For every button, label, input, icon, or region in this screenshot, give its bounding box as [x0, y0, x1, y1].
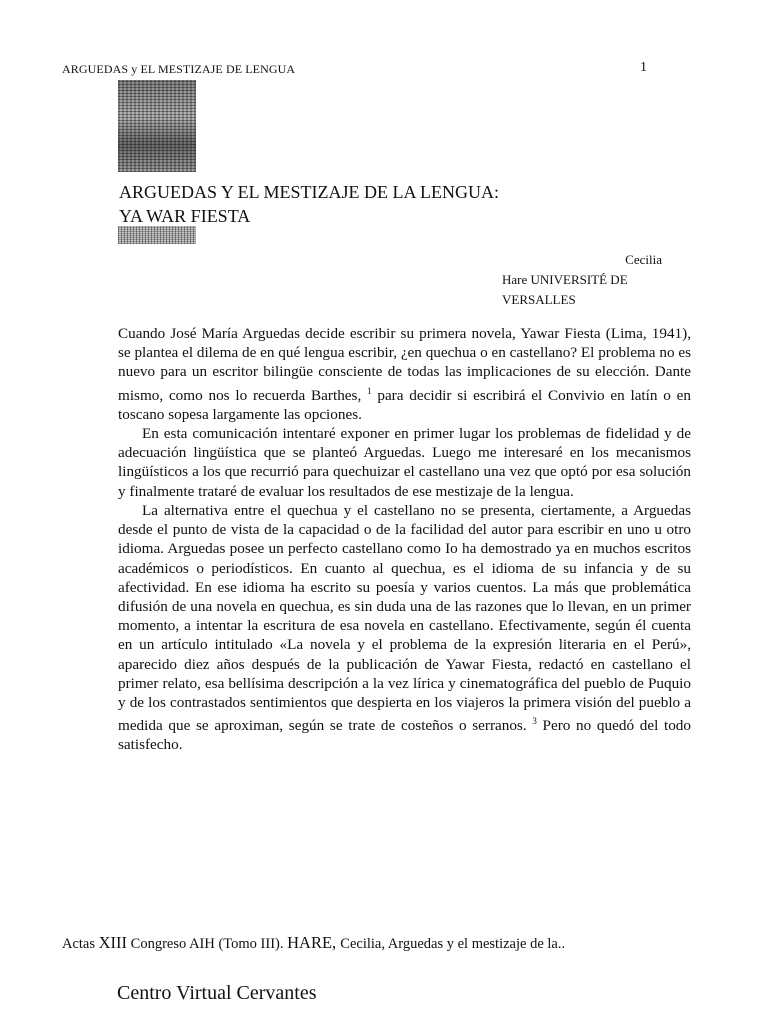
paragraph-1 — [118, 324, 691, 424]
paragraph-3-text-b: Pero no quedó del todo satisfecho. — [118, 717, 691, 754]
author-first-name: Cecilia — [625, 252, 662, 267]
paragraph-2: En esta comunicación intentaré exponer en primer lugar los problemas de fidelidad y de adecuación lingüística que se planteó Arguedas. Luego me interesaré en los mecanismos lingüísticos a los que recurrió para quechuizar el castellano una vez que optó por esa solución y finalmente trataré de evaluar los resultados de ese mestizaje de la lengua. — [118, 425, 691, 500]
footnote-ref-3[interactable]: 3 — [532, 716, 537, 727]
citation-footer — [62, 932, 702, 955]
author-affiliation-line-1: Hare UNIVERSITÉ DE — [502, 272, 628, 287]
citation-part-actas: Actas — [62, 936, 99, 952]
citation-part-volume: XIII — [98, 933, 128, 952]
article-title — [119, 180, 499, 228]
author-affiliation-line-2: VERSALLES — [502, 292, 576, 307]
page-number: 1 — [640, 60, 647, 75]
article-body — [118, 324, 691, 755]
paragraph-3 — [118, 501, 691, 755]
scanned-image-fragment — [118, 80, 196, 172]
citation-part-author: HARE, — [287, 933, 341, 952]
article-title-line-2: YA WAR FIESTA — [119, 206, 251, 226]
running-title: ARGUEDAS y EL MESTIZAJE DE LENGUA — [62, 62, 296, 76]
paragraph-1-text-b: para decidir si escribirá el Convivio en latín o en toscano sopesa largamente las opciones. — [118, 386, 691, 423]
source-name: Centro Virtual Cervantes — [117, 982, 317, 1004]
paragraph-3-text-a: La alternativa entre el quechua y el castellano no se presenta, ciertamente, a Arguedas desde el punto de vista de la capacidad o de la facilidad del autor para escribir en uno u otro idioma. Arguedas posee un perfecto castellano como Io ha demostrado ya en muchos escritos académicos o periodísticos. En cuanto al quechua, es el idioma de su infancia y de su afectividad. En ese idioma ha escrito su poesía y varios cuentos. La más que problemática difusión de una novela en quechua, es sin duda una de las razones que lo llevan, en un primer momento, a intentar la escritura de esa novela en castellano. Efectivamente, según él cuenta en un artículo intitulado «La novela y el problema de la expresión literaria en el Perú», aparecido diez años después de la publicación de Yawar Fiesta, redactó en castellano el primer relato, esa bellísima descripción a la vez lírica y cinematográfica del pueblo de Puquio y de los contrastados sentimientos que despierta en los viajeros la primera visión del pueblo a medida que se aproximan, según se trate de costeños o serranos. — [118, 501, 691, 735]
citation-part-congress: Congreso AIH (Tomo III). — [127, 936, 288, 952]
footnote-ref-1[interactable]: 1 — [367, 385, 372, 396]
article-title-line-1: ARGUEDAS Y EL MESTIZAJE DE LA LENGUA: — [119, 182, 499, 202]
citation-part-title: Cecilia, Arguedas y el mestizaje de la.. — [340, 936, 566, 952]
scanned-strip-fragment — [118, 226, 196, 244]
paragraph-1-text-a: Cuando José María Arguedas decide escribir su primera novela, Yawar Fiesta (Lima, 1941), se plantea el dilema de en qué lengua escribir, ¿en quechua o en castellano? El problema no es nuevo para un escritor bilingüe consciente de todas las implicaciones de su elección. Dante mismo, como nos lo recuerda Barthes, — [118, 325, 691, 404]
author-block — [502, 250, 662, 310]
